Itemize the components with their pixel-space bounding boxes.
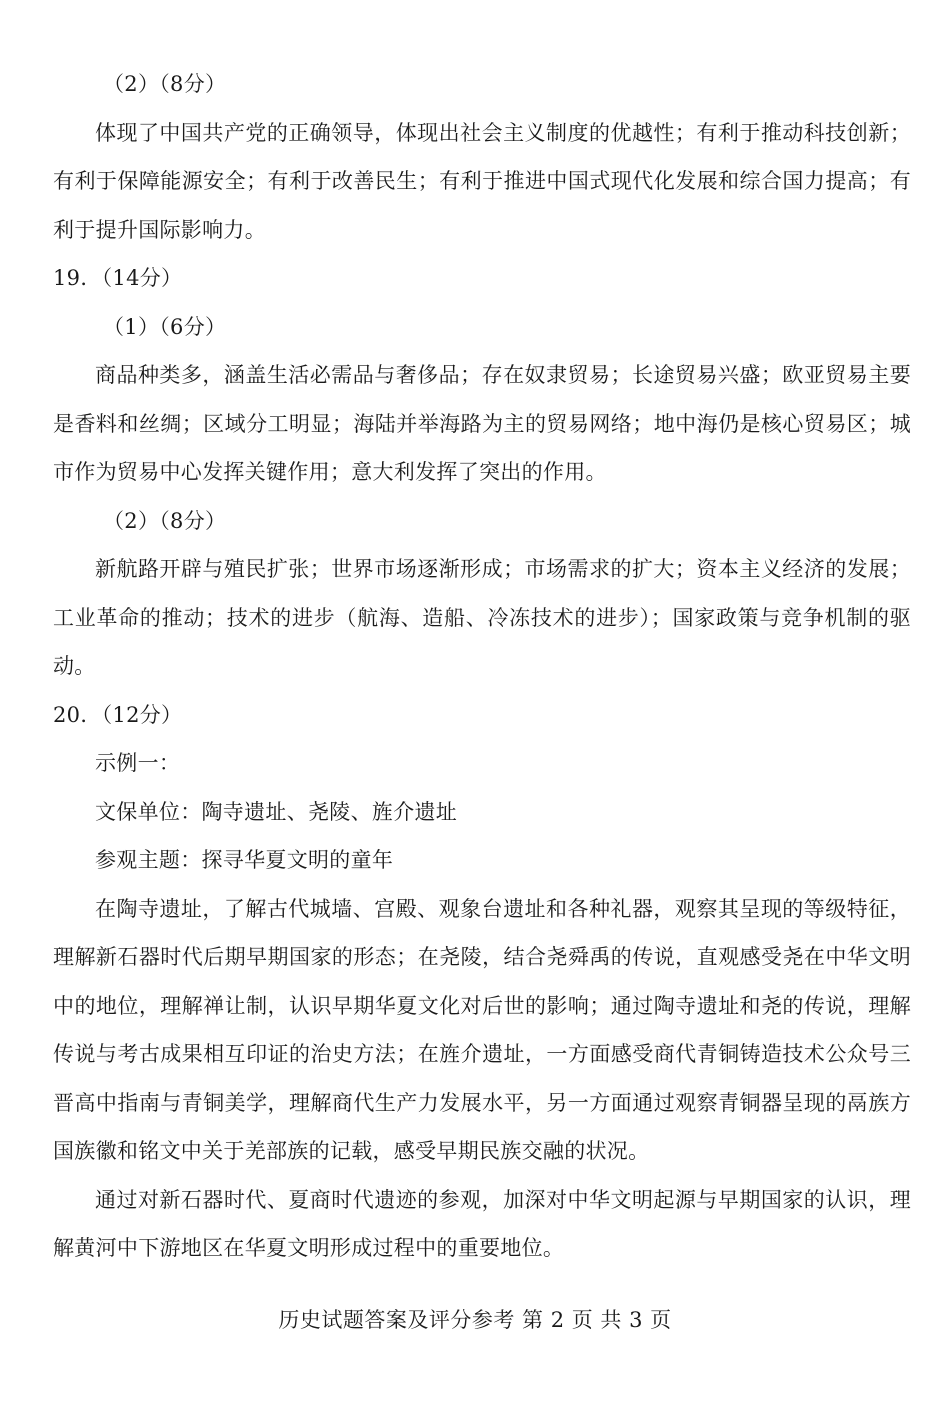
page-content bbox=[53, 60, 911, 1273]
q20-heading: 20．（12分） bbox=[53, 702, 183, 727]
q19-heading: 19．（14分） bbox=[53, 266, 183, 290]
q20-answer-paragraph-1: 在陶寺遗址，了解古代城墙、宫殿、观象台遗址和各种礼器，观察其呈现的等级特征，理解新石器时代后期早期国家的形态；在尧陵，结合尧舜禹的传说，直观感受尧在中华文明中的地位，理解禅让制，认识早期华夏文化对后世的影响；通过陶寺遗址和尧的传说，理解传说与考古成果相互印证的治史方法；在旌介遗址，一方面感受商代青铜铸造技术公众号三晋高中指南与青铜美学，理解商代生产力发展水平，另一方面通过观察青铜器呈现的鬲族方国族徽和铭文中关于羌部族的记载，感受早期民族交融的状况。 bbox=[53, 896, 911, 1163]
q20-answer-paragraph-2: 通过对新石器时代、夏商时代遗迹的参观，加深对中华文明起源与早期国家的认识，理解黄河中下游地区在华夏文明形成过程中的重要地位。 bbox=[53, 1187, 911, 1260]
q19-part2-heading: （2）（8分） bbox=[103, 508, 227, 533]
q19-part1-heading: （1）（6分） bbox=[103, 314, 227, 339]
q20-example-label: 示例一： bbox=[95, 751, 181, 775]
q18-part2-heading: （2）（8分） bbox=[103, 72, 227, 96]
q19-part1-answer: 商品种类多，涵盖生活必需品与奢侈品；存在奴隶贸易；长途贸易兴盛；欧亚贸易主要是香料和丝绸；区域分工明显；海陆并举海路为主的贸易网络；地中海仍是核心贸易区；城市作为贸易中心发挥关键作用；意大利发挥了突出的作用。 bbox=[53, 363, 911, 484]
q18-part2-answer: 体现了中国共产党的正确领导，体现出社会主义制度的优越性；有利于推动科技创新；有利于保障能源安全；有利于改善民生；有利于推进中国式现代化发展和综合国力提高；有利于提升国际影响力。 bbox=[53, 120, 911, 242]
q20-heritage-sites: 文保单位：陶寺遗址、尧陵、旌介遗址 bbox=[95, 799, 458, 824]
q20-visit-theme: 参观主题：探寻华夏文明的童年 bbox=[95, 848, 394, 872]
q19-part2-answer: 新航路开辟与殖民扩张；世界市场逐渐形成；市场需求的扩大；资本主义经济的发展；工业革命的推动；技术的进步（航海、造船、冷冻技术的进步）；国家政策与竞争机制的驱动。 bbox=[53, 557, 911, 678]
page-footer: 历史试题答案及评分参考 第 2 页 共 3 页 bbox=[278, 1308, 672, 1332]
